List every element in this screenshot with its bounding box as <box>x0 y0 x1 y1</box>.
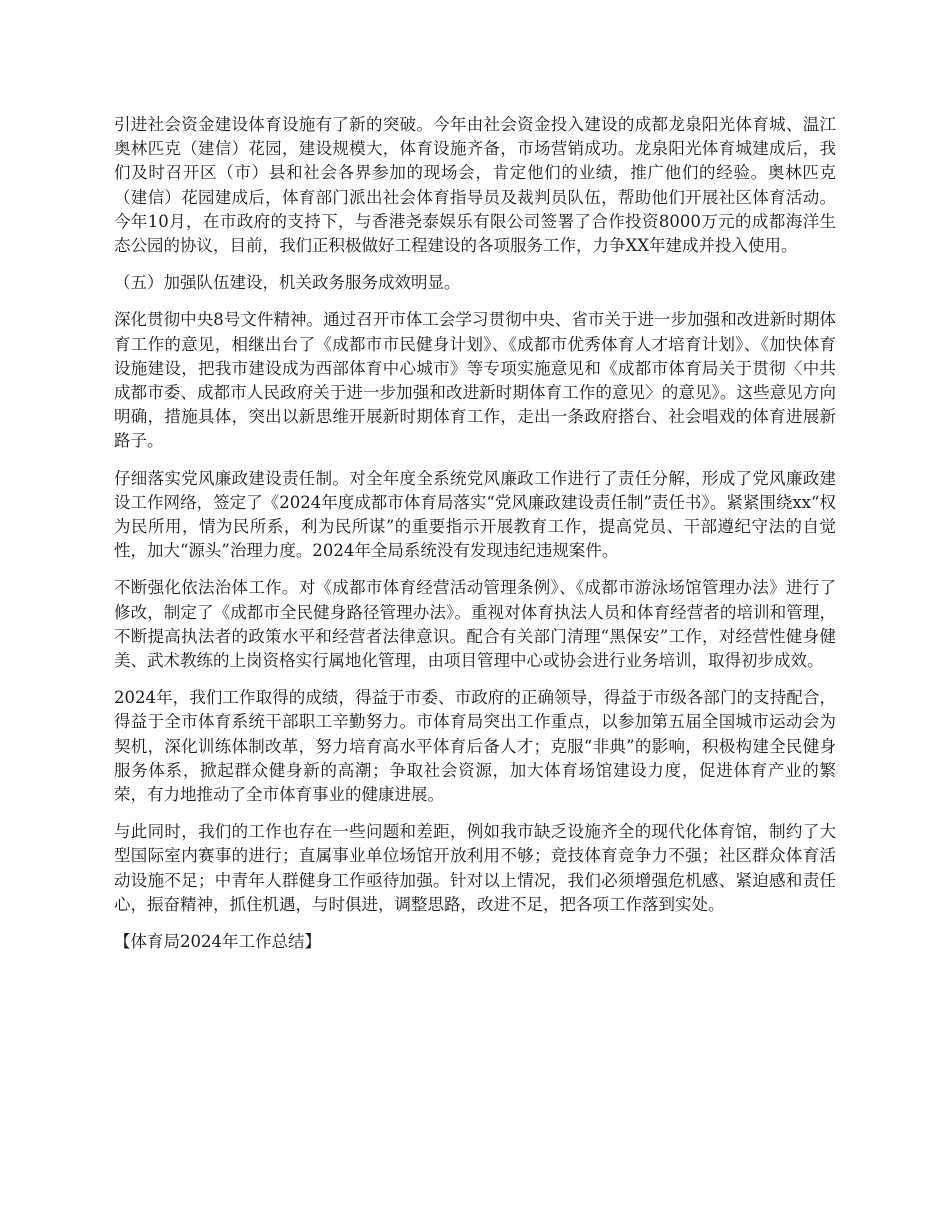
paragraph-anti-corruption: 仔细落实党风廉政建设责任制。对全年度全系统党风廉政工作进行了责任分解，形成了党风廉政建设工作网络，签定了《2024年度成都市体育局落实“党风廉政建设责任制”责任书》。紧紧围绕xx“权为民所用，情为民所系，利为民所谋”的重要指示开展教育工作，提高党员、干部遵纪守法的自觉性，加大“源头”治理力度。2024年全局系统没有发现违纪违规案件。 <box>114 468 836 561</box>
paragraph-central-document: 深化贯彻中央8号文件精神。通过召开市体工会学习贯彻中央、省市关于进一步加强和改进新时期体育工作的意见，相继出台了《成都市市民健身计划》、《成都市优秀体育人才培育计划》、《加快体育设施建设，把我市建设成为西部体育中心城市》等专项实施意见和《成都市体育局关于贯彻〈中共成都市委、成都市人民政府关于进一步加强和改进新时期体育工作的意见〉的意见》。这些意见方向明确，措施具体，突出以新思维开展新时期体育工作，走出一条政府搭台、社会唱戏的体育进展新路子。 <box>114 310 836 451</box>
paragraph-achievements: 2024年，我们工作取得的成绩，得益于市委、市政府的正确领导，得益于市级各部门的支持配合，得益于全市体育系统干部职工辛勤努力。市体育局突出工作重点，以参加第五届全国城市运动会为契机，深化训练体制改革，努力培育高水平体育后备人才；克服“非典”的影响，积极构建全民健身服务体系，掀起群众健身新的高潮；争取社会资源，加大体育场馆建设力度，促进体育产业的繁荣，有力地推动了全市体育事业的健康进展。 <box>114 688 836 805</box>
paragraph-social-capital: 引进社会资金建设体育设施有了新的突破。今年由社会资金投入建设的成都龙泉阳光体育城、温江奥林匹克（建信）花园，建设规模大，体育设施齐备，市场营销成功。龙泉阳光体育城建成后，我们及时召开区（市）县和社会各界参加的现场会，肯定他们的业绩，推广他们的经验。奥林匹克（建信）花园建成后，体育部门派出社会体育指导员及裁判员队伍，帮助他们开展社区体育活动。今年10月，在市政府的支持下，与香港尧泰娱乐有限公司签署了合作投资8000万元的成都海洋生态公园的协议，目前，我们正积极做好工程建设的各项服务工作，力争XX年建成并投入使用。 <box>114 115 836 256</box>
section-heading-team-building: （五）加强队伍建设，机关政务服务成效明显。 <box>114 273 461 293</box>
document-footer-title: 【体育局2024年工作总结】 <box>114 932 321 952</box>
paragraph-problems: 与此同时，我们的工作也存在一些问题和差距，例如我市缺乏设施齐全的现代化体育馆，制约了大型国际室内赛事的进行；直属事业单位场馆开放利用不够；竞技体育竞争力不强；社区群众体育活动设施不足；中青年人群健身工作亟待加强。针对以上情况，我们必须增强危机感、紧迫感和责任心，振奋精神，抓住机遇，与时俱进，调整思路，改进不足，把各项工作落到实处。 <box>114 822 836 914</box>
paragraph-rule-of-law: 不断强化依法治体工作。对《成都市体育经营活动管理条例》、《成都市游泳场馆管理办法》进行了修改，制定了《成都市全民健身路径管理办法》。重视对体育执法人员和体育经营者的培训和管理，不断提高执法者的政策水平和经营者法律意识。配合有关部门清理“黑保安”工作，对经营性健身健美、武术教练的上岗资格实行属地化管理，由项目管理中心或协会进行业务培训，取得初步成效。 <box>114 578 836 671</box>
document-body <box>114 113 836 967</box>
